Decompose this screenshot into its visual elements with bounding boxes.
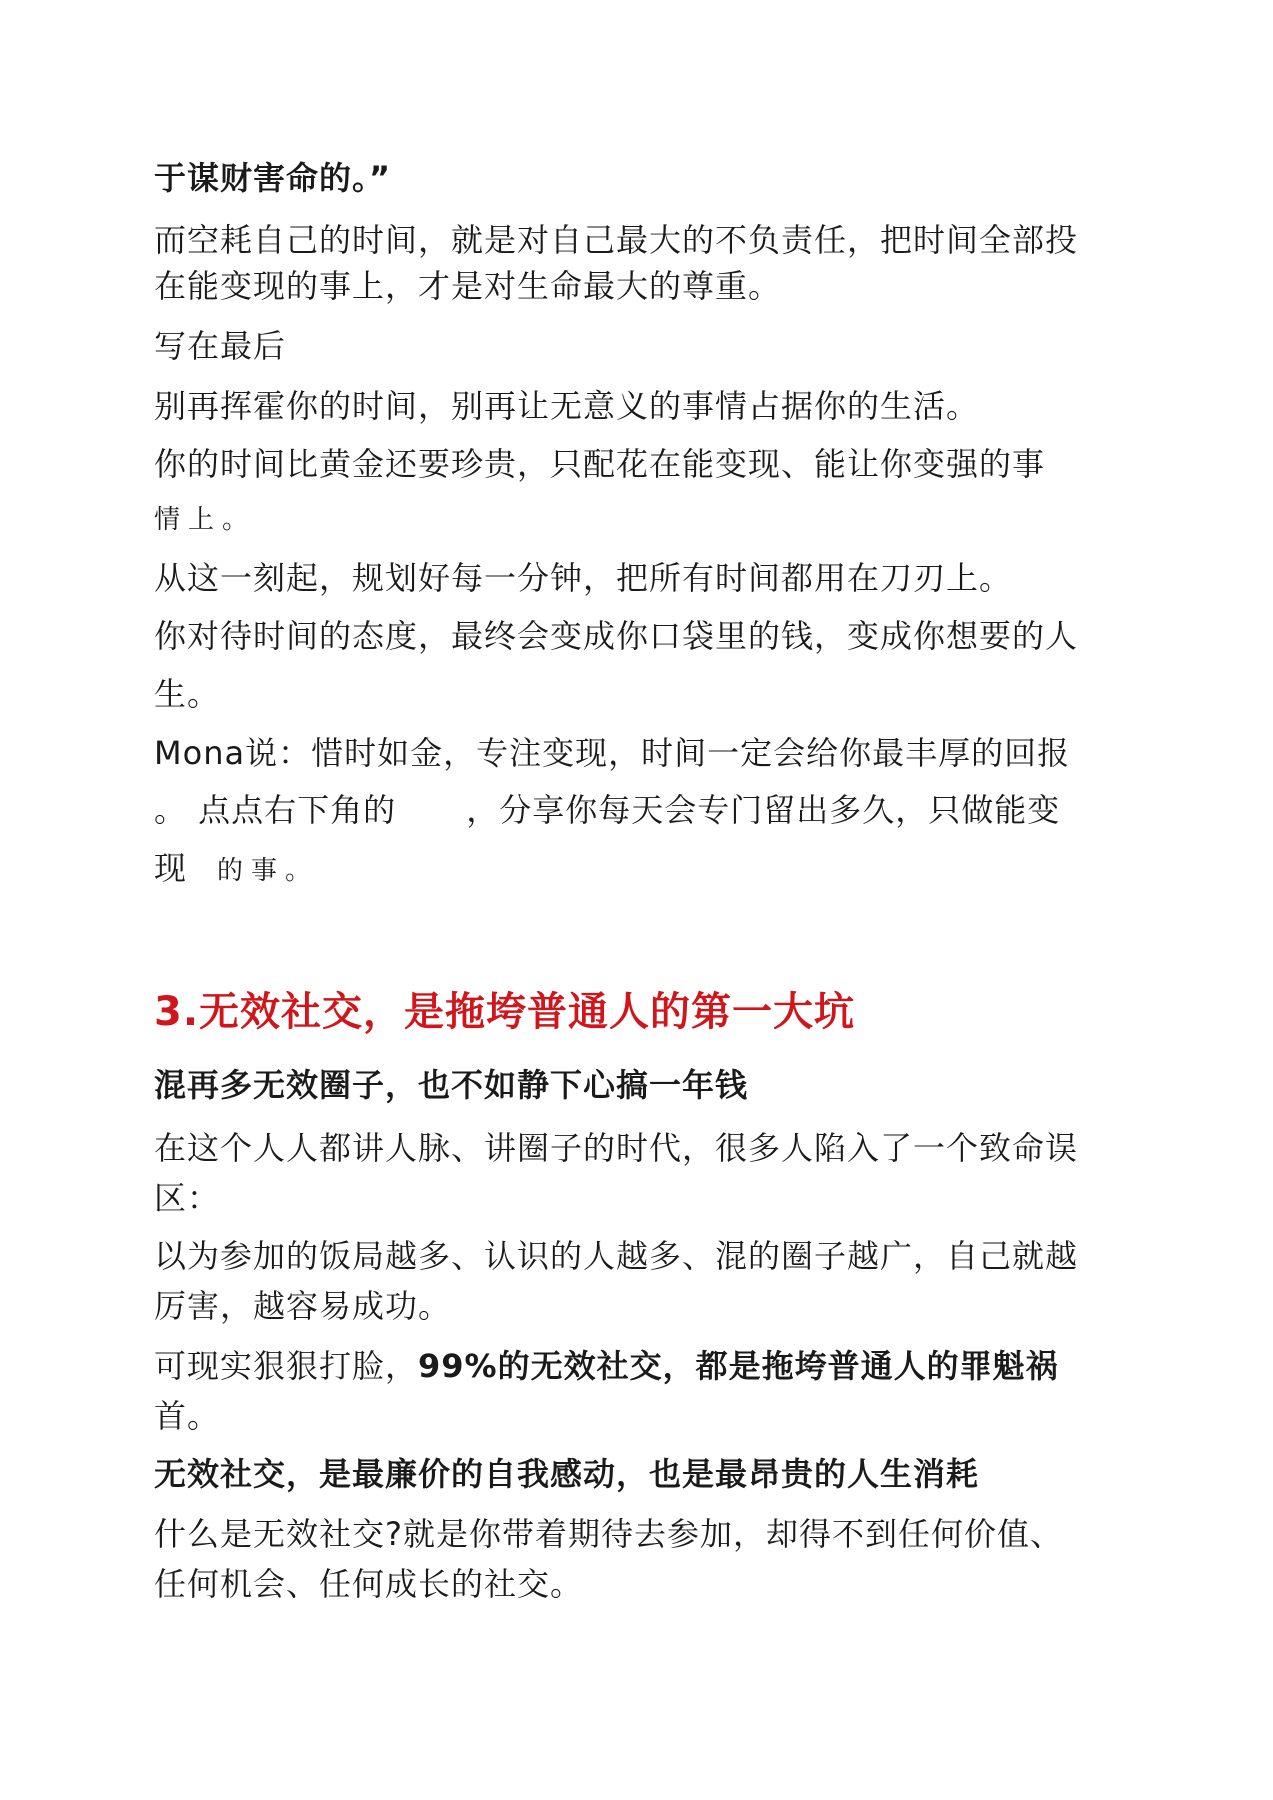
- section-heading: 3.无效社交，是拖垮普通人的第一大坑: [154, 989, 856, 1035]
- paragraph-line: 情上。: [154, 505, 257, 535]
- paragraph-line: [154, 790, 1060, 830]
- paragraph-line: 而空耗自己的时间，就是对自己最大的不负责任，把时间全部投: [154, 221, 1079, 259]
- paragraph-line: 区：: [154, 1179, 221, 1217]
- paragraph-segment: 可现实狠狠打脸，: [154, 1347, 419, 1385]
- paragraph-line: [154, 848, 319, 891]
- paragraph-line: [154, 1346, 1059, 1386]
- paragraph-line: 在这个人人都讲人脉、讲圈子的时代，很多人陷入了一个致命误: [154, 1129, 1079, 1167]
- paragraph-line: 你对待时间的态度，最终会变成你口袋里的钱，变成你想要的人: [154, 617, 1079, 655]
- paragraph-line: 于谋财害命的。”: [154, 159, 392, 197]
- paragraph-segment: 的事。: [217, 856, 320, 886]
- paragraph-line: 写在最后: [154, 327, 287, 365]
- paragraph-line: 首。: [154, 1397, 221, 1435]
- paragraph-line: 厉害，越容易成功。: [154, 1287, 452, 1325]
- paragraph-line: 什么是无效社交?就是你带着期待去参加，却得不到任何价值、: [154, 1515, 1063, 1553]
- paragraph-segment: 现: [154, 849, 188, 887]
- paragraph-emphasis: 99%的无效社交，都是拖垮普通人的罪魁祸: [418, 1347, 1059, 1385]
- paragraph-line: 别再挥霍你的时间，别再让无意义的事情占据你的生活。: [154, 387, 980, 425]
- paragraph-segment: ，分享你每天会专门留出多久，只做能变: [466, 791, 1061, 829]
- paragraph-line: 任何机会、任何成长的社交。: [154, 1565, 584, 1603]
- paragraph-line: 你的时间比黄金还要珍贵，只配花在能变现、能让你变强的事: [154, 445, 1046, 483]
- paragraph-line: 生。: [154, 675, 221, 713]
- subheading: 无效社交，是最廉价的自我感动，也是最昂贵的人生消耗: [154, 1455, 980, 1493]
- paragraph-line: 以为参加的饭局越多、认识的人越多、混的圈子越广，自己就越: [154, 1237, 1079, 1275]
- subheading: 混再多无效圈子，也不如静下心搞一年钱: [154, 1066, 749, 1104]
- paragraph-segment: 。 点点右下角的: [154, 791, 397, 829]
- paragraph-line: 在能变现的事上，才是对生命最大的尊重。: [154, 267, 782, 305]
- paragraph-line: Mona说：惜时如金，专注变现，时间一定会给你最丰厚的回报: [154, 734, 1071, 772]
- paragraph-line: 从这一刻起，规划好每一分钟，把所有时间都用在刀刃上。: [154, 559, 1013, 597]
